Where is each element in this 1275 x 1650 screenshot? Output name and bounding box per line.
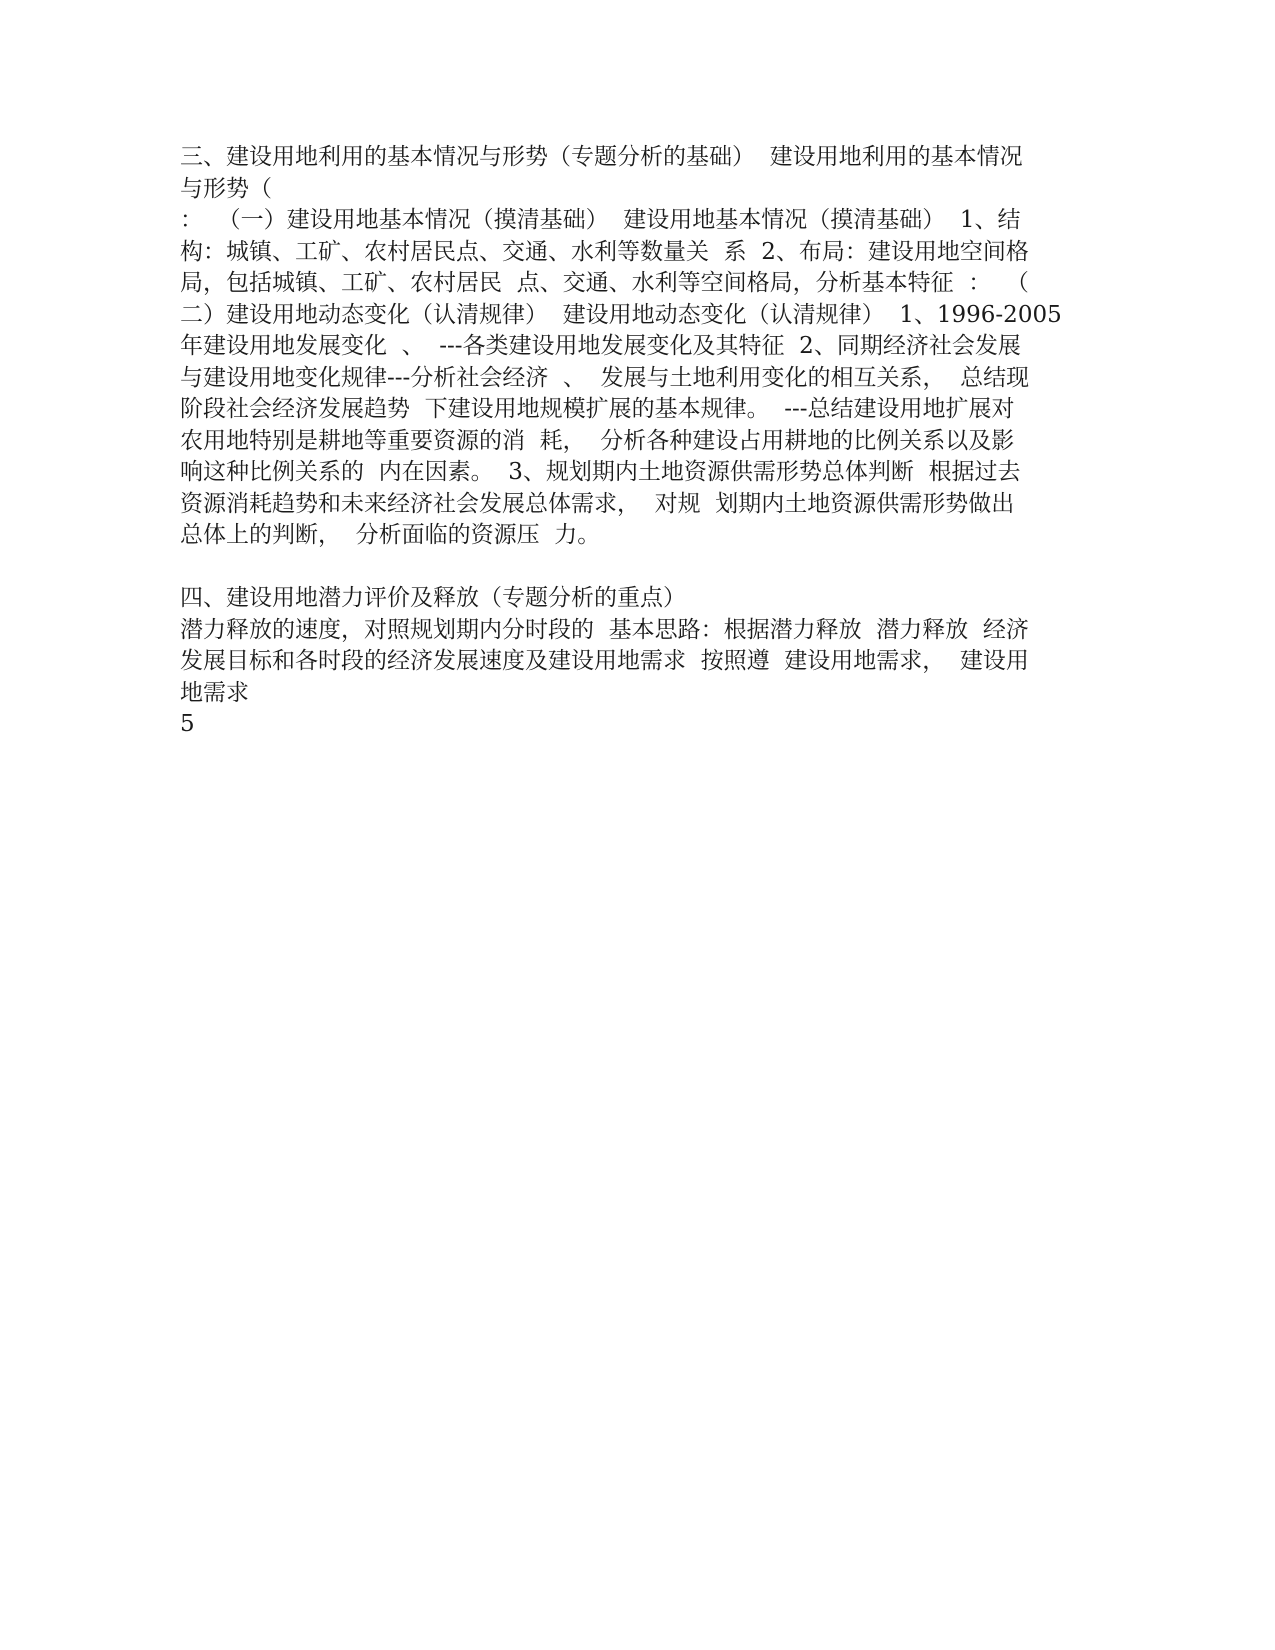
section-3-paragraph	[180, 142, 1062, 552]
text-line: 农用地特别是耕地等重要资源的消 耗， 分析各种建设占用耕地的比例关系以及影	[180, 427, 1015, 454]
text-line: 总体上的判断， 分析面临的资源压 力。	[180, 522, 601, 548]
text-line: 与形势（	[180, 175, 272, 202]
section-4-paragraph	[180, 583, 1050, 709]
text-line: 阶段社会经济发展趋势 下建设用地规模扩展的基本规律。 ---总结建设用地扩展对	[180, 396, 1015, 422]
text-line: 局，包括城镇、工矿、农村居民 点、交通、水利等空间格局，分析基本特征 ： （	[180, 270, 1029, 296]
text-line: 响这种比例关系的 内在因素。 3、规划期内土地资源供需形势总体判断 根据过去	[180, 459, 1021, 485]
page-number: 5	[180, 711, 195, 737]
text-line: 资源消耗趋势和未来经济社会发展总体需求， 对规 划期内土地资源供需形势做出	[180, 490, 1015, 517]
text-line: 二）建设用地动态变化（认清规律） 建设用地动态变化（认清规律） 1、1996-2005	[180, 301, 1062, 328]
text-line: 潜力释放的速度，对照规划期内分时段的 基本思路：根据潜力释放 潜力释放 经济	[180, 616, 1029, 643]
paragraph-gap	[180, 552, 1050, 584]
section-heading: 四、建设用地潜力评价及释放（专题分析的重点）	[180, 585, 686, 611]
document-page	[180, 142, 1062, 741]
text-line: 地需求	[180, 679, 249, 706]
text-line: 与建设用地变化规律---分析社会经济 、 发展与土地利用变化的相互关系， 总结现	[180, 364, 1030, 391]
text-line: 发展目标和各时段的经济发展速度及建设用地需求 按照遵 建设用地需求， 建设用	[180, 648, 1029, 674]
text-line: ： （一）建设用地基本情况（摸清基础） 建设用地基本情况（摸清基础） 1、结	[180, 207, 1021, 233]
text-line: 构：城镇、工矿、农村居民点、交通、水利等数量关 系 2、布局：建设用地空间格	[180, 238, 1029, 265]
text-line: 年建设用地发展变化 、 ---各类建设用地发展变化及其特征 2、同期经济社会发展	[180, 333, 1021, 359]
text-line: 三、建设用地利用的基本情况与形势（专题分析的基础） 建设用地利用的基本情况	[180, 144, 1023, 170]
